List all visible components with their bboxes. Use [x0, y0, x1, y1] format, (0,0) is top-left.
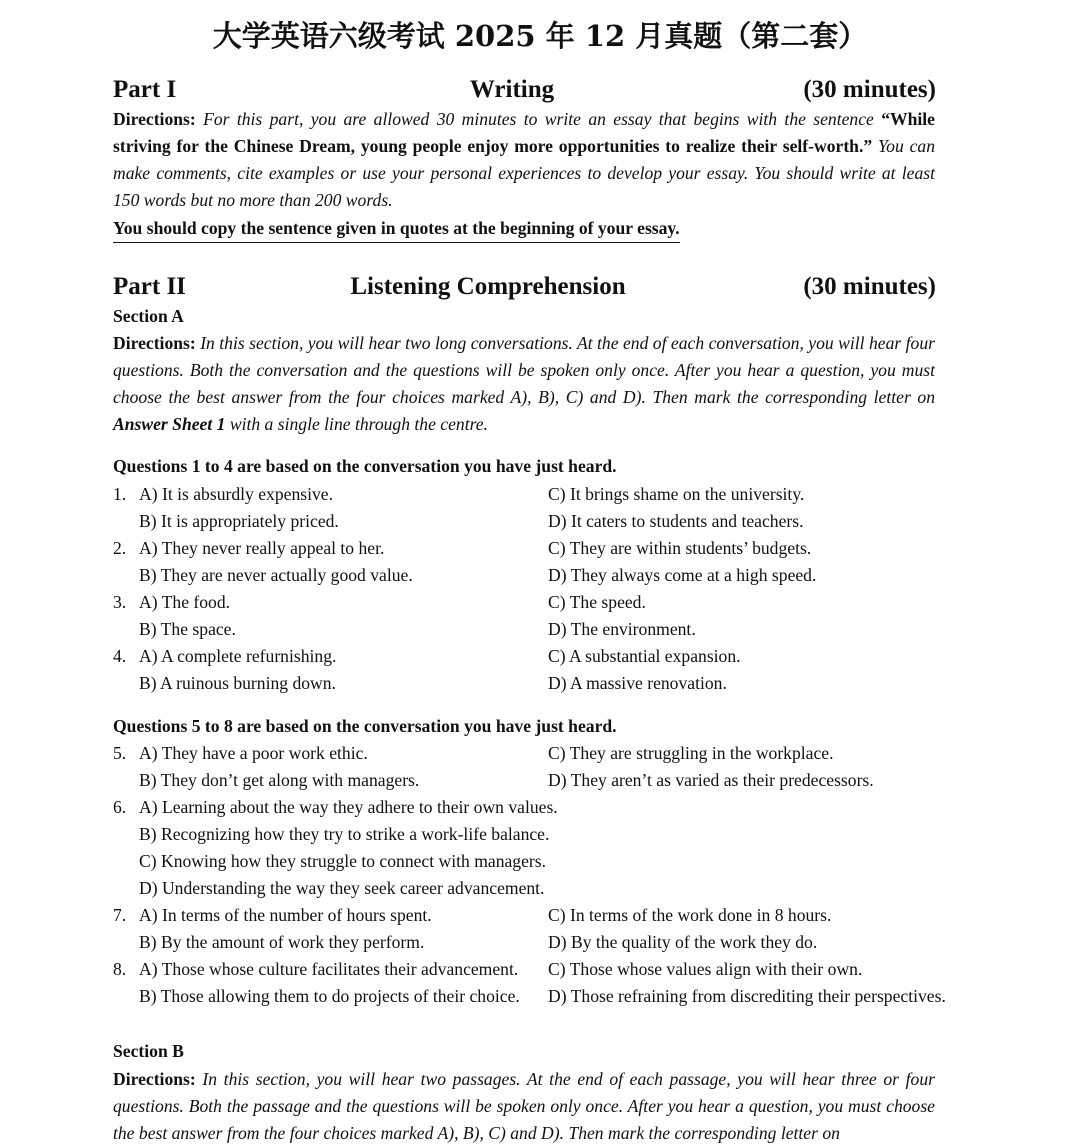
option-c: C) In terms of the work done in 8 hours. [548, 905, 832, 925]
option-c: C) Those whose values align with their own. [548, 959, 863, 979]
group2-heading: Questions 5 to 8 are based on the conversation you have just heard. [113, 716, 617, 736]
option-d: D) Understanding the way they seek career advancement. [139, 878, 545, 898]
section-a-label: Section A [113, 306, 184, 326]
option-d: D) A massive renovation. [548, 673, 727, 693]
option-c: C) It brings shame on the university. [548, 484, 805, 504]
question-number: 8. [113, 959, 127, 979]
option-b: B) By the amount of work they perform. [139, 932, 425, 952]
option-c: C) A substantial expansion. [548, 646, 741, 666]
part1-directions-text-a: For this part, you are allowed 30 minutes to write an essay that begins with the sentence [203, 109, 874, 129]
option-d: D) It caters to students and teachers. [548, 511, 804, 531]
section-b-directions [113, 1066, 935, 1147]
option-a: A) They have a poor work ethic. [139, 743, 368, 763]
option-d: D) They aren’t as varied as their predecessors. [548, 770, 874, 790]
part1-label: Part I [113, 76, 177, 103]
section-a-directions-label: Directions: [113, 333, 196, 353]
option-c: C) The speed. [548, 592, 646, 612]
option-b: B) Recognizing how they try to strike a work-life balance. [139, 824, 550, 844]
section-a-directions [113, 330, 935, 438]
option-a: A) A complete refurnishing. [139, 646, 337, 666]
question-number: 5. [113, 743, 127, 763]
option-a: A) It is absurdly expensive. [139, 484, 333, 504]
answer-sheet-ref: Answer Sheet 1 [113, 414, 226, 434]
part2-name: Listening Comprehension [350, 273, 626, 300]
question-number: 7. [113, 905, 127, 925]
section-b-directions-label: Directions: [113, 1069, 196, 1089]
section-a-directions-text-a: In this section, you will hear two long conversations. At the end of each conversation, you will hear four questions. Both the conversation and the questions will be spoken only once. After you hear a question, you must choose the best answer from the four choices marked A), B), C) and D). Then mark the corresponding letter on [113, 333, 935, 407]
question-number: 3. [113, 592, 127, 612]
option-c: C) They are within students’ budgets. [548, 538, 812, 558]
option-a: A) Those whose culture facilitates their advancement. [139, 959, 519, 979]
part1-directions [113, 106, 935, 214]
option-a: A) They never really appeal to her. [139, 538, 385, 558]
option-a: A) Learning about the way they adhere to their own values. [139, 797, 558, 817]
option-b: B) They don’t get along with managers. [139, 770, 420, 790]
option-d: D) The environment. [548, 619, 696, 639]
question-number: 4. [113, 646, 127, 666]
group1-heading: Questions 1 to 4 are based on the conversation you have just heard. [113, 456, 617, 476]
option-d: D) They always come at a high speed. [548, 565, 817, 585]
part1-time: (30 minutes) [803, 76, 936, 103]
part2-header [113, 273, 936, 303]
option-c: C) Knowing how they struggle to connect with managers. [139, 851, 547, 871]
option-b: B) Those allowing them to do projects of their choice. [139, 986, 520, 1006]
option-b: B) They are never actually good value. [139, 565, 413, 585]
option-b: B) The space. [139, 619, 236, 639]
section-b-directions-text: In this section, you will hear two passages. At the end of each passage, you will hear three or four questions. Both the passage and the questions will be spoken only once. After you hear a question, you must choose the best answer from the four choices marked A), B), C) and D). Then mark the corresponding letter on [113, 1069, 935, 1143]
part2-label: Part II [113, 273, 186, 300]
question-number: 1. [113, 484, 127, 504]
part1-directions-label: Directions: [113, 109, 196, 129]
option-d: D) Those refraining from discrediting their perspectives. [548, 986, 946, 1006]
part2-time: (30 minutes) [803, 273, 936, 300]
part1-name: Writing [469, 76, 555, 103]
question-number: 6. [113, 797, 127, 817]
option-c: C) They are struggling in the workplace. [548, 743, 834, 763]
section-b-label: Section B [113, 1041, 184, 1061]
option-a: A) The food. [139, 592, 231, 612]
part1-note: You should copy the sentence given in quotes at the beginning of your essay. [113, 215, 680, 243]
option-b: B) A ruinous burning down. [139, 673, 336, 693]
option-a: A) In terms of the number of hours spent. [139, 905, 432, 925]
part1-directions-quote: “While striving for the Chinese Dream, young people enjoy more opportunities to realize their self-worth.” [113, 109, 935, 156]
part1-header [113, 76, 936, 106]
section-a-directions-text-b: with a single line through the centre. [229, 414, 489, 434]
option-d: D) By the quality of the work they do. [548, 932, 818, 952]
question-number: 2. [113, 538, 127, 558]
page-title: 大学英语六级考试 2025 年 12 月真题（第二套） [212, 19, 868, 53]
part1-directions-text-b: You can make comments, cite examples or use your personal experiences to develop your essay. You should write at least 150 words but no more than 200 words. [113, 136, 935, 210]
option-b: B) It is appropriately priced. [139, 511, 339, 531]
